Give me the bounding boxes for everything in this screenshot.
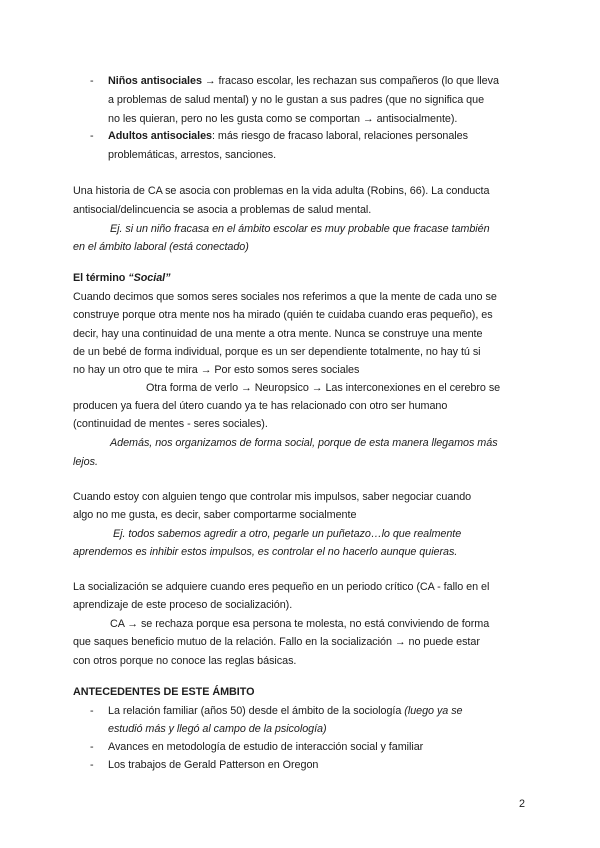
paragraph-line: que saques beneficio mutuo de la relación. Fallo en la socialización → no puede estar xyxy=(73,636,480,648)
list-bullet: - xyxy=(90,741,94,753)
list-item-adultos-line2: problemáticas, arrestos, sanciones. xyxy=(108,149,277,161)
list-bullet: - xyxy=(90,705,94,717)
list-item-patterson: Los trabajos de Gerald Patterson en Oregon xyxy=(108,759,319,771)
list-item-ninos-line3: no les quieran, pero no les gusta como se comportan → antisocialmente). xyxy=(108,113,458,125)
list-bullet: - xyxy=(90,130,94,142)
heading-antecedentes: ANTECEDENTES DE ESTE ÁMBITO xyxy=(73,686,255,698)
paragraph-line: producen ya fuera del útero cuando ya te has relacionado con otro ser humano xyxy=(73,400,448,412)
paragraph-line: Una historia de CA se asocia con problemas en la vida adulta (Robins, 66). La conducta xyxy=(73,185,490,197)
paragraph-line: construye porque otra mente nos ha mirado (quién te cuidaba cuando eras pequeño), es xyxy=(73,309,493,321)
paragraph-line: no hay un otro que te mira → Por esto somos seres sociales xyxy=(73,364,360,376)
italic-line: Además, nos organizamos de forma social, porque de esta manera llegamos más xyxy=(110,437,498,449)
italic-line: lejos. xyxy=(73,456,98,468)
paragraph-line: decir, hay una continuidad de una mente a otra mente. Nunca se construye una mente xyxy=(73,328,483,340)
list-item-ninos-line2: a problemas de salud mental) y no le gustan a sus padres (que no significa que xyxy=(108,94,485,106)
list-item-relacion-familiar-line2: estudió más y llegó al campo de la psicología) xyxy=(108,723,327,735)
paragraph-line: de un bebé de forma individual, porque es un ser dependiente totalmente, no hay tú si xyxy=(73,346,481,358)
paragraph-line: Otra forma de verlo → Neuropsico → Las interconexiones en el cerebro se xyxy=(146,382,501,394)
paragraph-line: antisocial/delincuencia se asocia a problemas de salud mental. xyxy=(73,204,372,216)
example-line: en el ámbito laboral (está conectado) xyxy=(73,241,249,253)
example-line: aprendemos es inhibir estos impulsos, es controlar el no hacerlo aunque quieras. xyxy=(73,546,458,558)
list-bullet: - xyxy=(90,75,94,87)
paragraph-line: (continuidad de mentes - seres sociales). xyxy=(73,418,268,430)
page-number: 2 xyxy=(519,798,526,810)
list-bullet: - xyxy=(90,759,94,771)
list-item-ninos: Niños antisociales → fracaso escolar, les rechazan sus compañeros (lo que lleva xyxy=(108,75,499,87)
paragraph-line: algo no me gusta, es decir, saber comportarme socialmente xyxy=(73,509,357,521)
list-item-avances: Avances en metodología de estudio de interacción social y familiar xyxy=(108,741,424,753)
term-adultos-antisociales: Adultos antisociales xyxy=(108,130,212,142)
example-line: Ej. todos sabemos agredir a otro, pegarle un puñetazo…lo que realmente xyxy=(113,528,462,540)
paragraph-line: con otros porque no conoce las reglas básicas. xyxy=(73,655,297,667)
paragraph-line: Cuando estoy con alguien tengo que controlar mis impulsos, saber negociar cuando xyxy=(73,491,472,503)
list-item-adultos: Adultos antisociales: más riesgo de fracaso laboral, relaciones personales xyxy=(108,130,468,142)
paragraph-line: La socialización se adquiere cuando eres pequeño en un periodo crítico (CA - fallo en el xyxy=(73,581,490,593)
list-item-relacion-familiar: La relación familiar (años 50) desde el ámbito de la sociología (luego ya se xyxy=(108,705,463,717)
paragraph-line: aprendizaje de este proceso de socialización). xyxy=(73,599,293,611)
term-ninos-antisociales: Niños antisociales xyxy=(108,75,202,87)
paragraph-line: Cuando decimos que somos seres sociales nos referimos a que la mente de cada uno se xyxy=(73,291,497,303)
paragraph-line: CA → se rechaza porque esa persona te molesta, no está conviviendo de forma xyxy=(110,618,490,630)
example-line: Ej. si un niño fracasa en el ámbito escolar es muy probable que fracase también xyxy=(110,223,490,235)
heading-termino-social: El término “Social” xyxy=(73,272,171,284)
